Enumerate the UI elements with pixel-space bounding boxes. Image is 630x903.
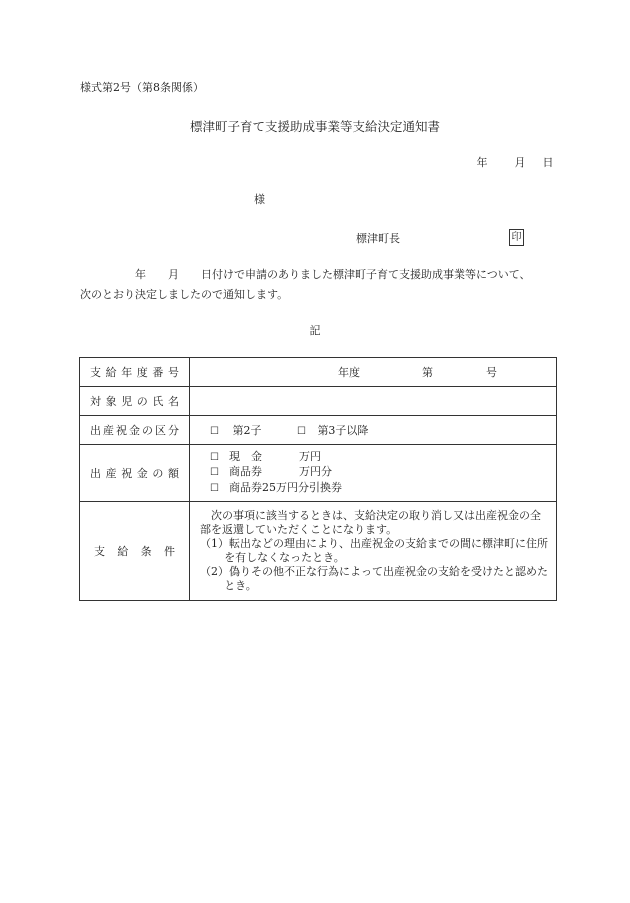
checkbox-icon: ☐ — [210, 451, 219, 463]
checkbox-icon: ☐ — [210, 467, 219, 479]
document-title: 標津町子育て支援助成事業等支給決定通知書 — [189, 119, 440, 134]
label-char: 祝 — [116, 424, 127, 437]
label-char: 象 — [105, 395, 117, 408]
table-row — [80, 358, 557, 387]
addressee-suffix: 様 — [254, 193, 265, 206]
fiscal-year-label: 年度 — [338, 366, 360, 379]
amount-cash: ☐ 現 金 万円 — [190, 450, 556, 466]
label-char: の — [142, 424, 153, 437]
label-char: 対 — [90, 395, 101, 408]
category-cell — [190, 416, 557, 445]
row-label — [80, 502, 190, 601]
label-char: 祝 — [121, 467, 133, 480]
checkbox-icon: ☐ — [296, 426, 306, 437]
label-char: 金 — [136, 467, 148, 480]
body-line-1: 年 月 日付けで申請のありました標津町子育て支援助成事業等について、 — [135, 268, 531, 281]
go-label: 号 — [486, 366, 497, 379]
conditions-lead: 次の事項に該当するときは、支給決定の取り消し又は出産祝金の全部を返還していただくことになります。 — [200, 509, 541, 536]
amount-voucher: ☐ 商品券 万円分 — [190, 465, 556, 481]
label-char: 番 — [152, 366, 164, 379]
child-name-cell — [190, 387, 557, 416]
label-char: 氏 — [152, 395, 164, 408]
date-month: 月 — [514, 156, 526, 169]
label-char: 件 — [163, 545, 175, 558]
row-label — [80, 387, 190, 416]
option-third-child: 第3子以降 — [317, 424, 369, 437]
decision-table — [79, 357, 557, 601]
option-second-child: 第2子 — [232, 424, 262, 437]
label-char: 年 — [121, 366, 133, 379]
label-char: 金 — [129, 424, 140, 437]
issuer-name: 標津町長 — [356, 232, 400, 245]
checkbox-icon: ☐ — [210, 426, 219, 437]
row-label — [80, 416, 190, 445]
label-char: 産 — [103, 424, 114, 437]
condition-item-2: （2）偽りその他不正な行為によって出産祝金の支給を受けたと認めたとき。 — [200, 565, 548, 592]
label-char: 出 — [90, 467, 101, 480]
body-line-2: 次のとおり決定しましたので通知します。 — [80, 288, 289, 301]
row-label — [80, 445, 190, 502]
label-char: の — [152, 467, 164, 480]
label-char: 分 — [168, 424, 179, 437]
label-char: 給 — [105, 366, 117, 379]
amount-cell — [190, 445, 557, 502]
condition-item-1: （1）転出などの理由により、出産祝金の支給までの間に標津町に住所を有しなくなったとき。 — [200, 537, 548, 564]
table-row — [80, 445, 557, 502]
label-char: の — [136, 395, 148, 408]
table-row — [80, 387, 557, 416]
label-char: 号 — [167, 366, 179, 379]
amount-exchange: ☐ 商品券25万円分引換券 — [190, 481, 556, 497]
seal-mark: 印 — [509, 229, 524, 246]
note-mark: 記 — [309, 324, 321, 337]
label-char: 支 — [94, 545, 105, 558]
fiscal-number-cell — [190, 358, 557, 387]
dai-label: 第 — [422, 366, 433, 379]
form-number: 様式第2号（第8条関係） — [80, 81, 204, 94]
table-row — [80, 502, 557, 601]
label-char: 度 — [136, 366, 148, 379]
conditions-cell — [190, 502, 557, 601]
label-char: 児 — [121, 395, 133, 408]
checkbox-icon: ☐ — [210, 482, 219, 494]
label-char: 条 — [140, 545, 152, 558]
label-char: 出 — [90, 424, 101, 437]
label-char: 支 — [90, 366, 101, 379]
label-char: 産 — [105, 467, 117, 480]
label-char: 額 — [167, 467, 179, 480]
label-char: 給 — [117, 545, 129, 558]
label-char: 区 — [155, 424, 166, 437]
label-char: 名 — [167, 395, 179, 408]
issue-date — [462, 156, 558, 170]
date-year: 年 — [476, 156, 488, 169]
date-day: 日 — [542, 156, 554, 169]
row-label — [80, 358, 190, 387]
table-row — [80, 416, 557, 445]
